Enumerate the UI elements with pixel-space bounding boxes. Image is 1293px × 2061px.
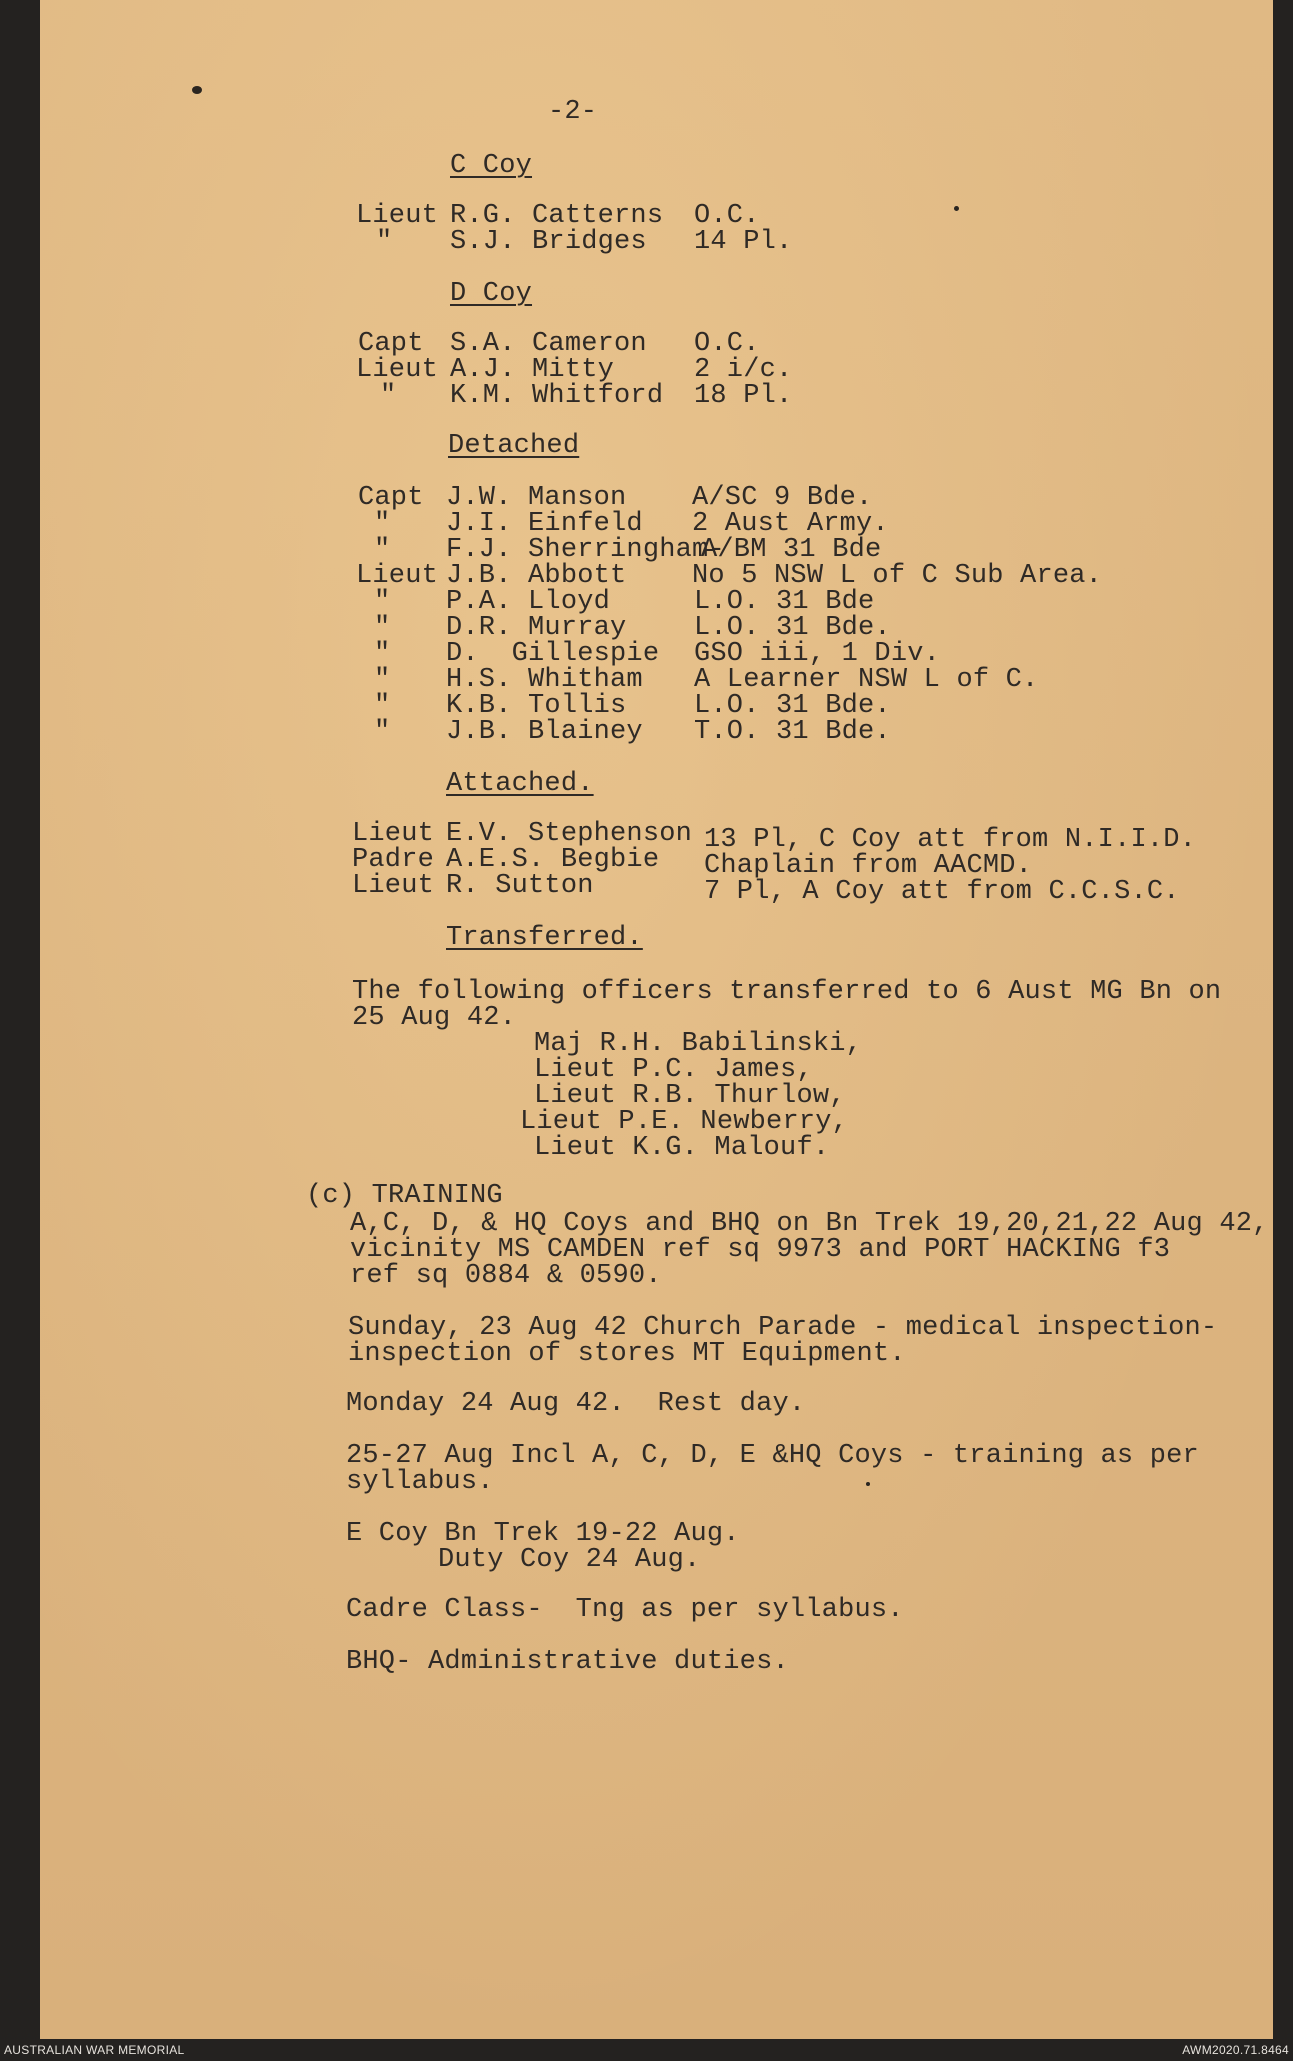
attached-role: 13 Pl, C Coy att from N.I.I.D. <box>704 825 1197 855</box>
detached-name: J.I. Einfeld <box>446 509 643 539</box>
detached-rank: " <box>374 535 391 565</box>
detached-name: D. Gillespie <box>446 639 660 669</box>
training-line: ref sq 0884 & 0590. <box>350 1261 662 1291</box>
detached-role: L.O. 31 Bde. <box>694 613 891 643</box>
detached-role: No 5 NSW L of C Sub Area. <box>692 561 1103 591</box>
training-line: Sunday, 23 Aug 42 Church Parade - medical inspection- <box>348 1313 1218 1343</box>
transferred-officer: Maj R.H. Babilinski, <box>534 1029 863 1059</box>
transferred-officer: Lieut K.G. Malouf. <box>534 1133 830 1163</box>
c-coy-name: S.J. Bridges <box>450 227 647 257</box>
c-coy-rank: " <box>376 227 393 257</box>
detached-role: L.O. 31 Bde <box>694 587 875 617</box>
ink-speck <box>954 206 959 211</box>
detached-role: T.O. 31 Bde. <box>694 717 891 747</box>
attached-role: 7 Pl, A Coy att from C.C.S.C. <box>704 877 1180 907</box>
training-line: inspection of stores MT Equipment. <box>348 1339 906 1369</box>
c-coy-role: 14 Pl. <box>694 227 793 257</box>
transferred-officer: Lieut P.C. James, <box>534 1055 813 1085</box>
detached-role: GSO iii, 1 Div. <box>694 639 941 669</box>
detached-rank: " <box>374 665 391 695</box>
training-line: Monday 24 Aug 42. Rest day. <box>346 1389 806 1419</box>
detached-name: J.B. Abbott <box>446 561 627 591</box>
training-line: syllabus. <box>346 1467 494 1497</box>
attached-rank: Lieut <box>352 819 435 849</box>
detached-rank: " <box>374 509 391 539</box>
d-coy-role: O.C. <box>694 329 760 359</box>
training-line: BHQ- Administrative duties. <box>346 1647 789 1677</box>
training-line: A,C, D, & HQ Coys and BHQ on Bn Trek 19,20,21,22 Aug 42, <box>350 1209 1269 1239</box>
attached-heading: Attached. <box>446 769 594 799</box>
training-heading: (c) TRAINING <box>306 1181 503 1211</box>
attached-rank: Lieut <box>352 871 435 901</box>
detached-name: H.S. Whitham <box>446 665 643 695</box>
transferred-intro-date: 25 Aug 42. <box>352 1003 517 1033</box>
training-line: Duty Coy 24 Aug. <box>438 1545 701 1575</box>
transferred-heading: Transferred. <box>446 923 643 953</box>
attached-rank: Padre <box>352 845 435 875</box>
c-coy-name: R.G. Catterns <box>450 201 664 231</box>
detached-name: F.J. Sherringham- <box>446 535 725 565</box>
d-coy-name: A.J. Mitty <box>450 355 615 385</box>
training-line: E Coy Bn Trek 19-22 Aug. <box>346 1519 740 1549</box>
d-coy-role: 2 i/c. <box>694 355 793 385</box>
d-coy-rank: Lieut <box>356 355 439 385</box>
c-coy-heading: C Coy <box>450 151 533 181</box>
ink-speck <box>192 86 202 94</box>
detached-name: K.B. Tollis <box>446 691 627 721</box>
d-coy-rank: Capt <box>358 329 424 359</box>
training-line: vicinity MS CAMDEN ref sq 9973 and PORT HACKING f3 <box>350 1235 1171 1265</box>
attached-role: Chaplain from AACMD. <box>704 851 1033 881</box>
c-coy-rank: Lieut <box>356 201 439 231</box>
detached-name: D.R. Murray <box>446 613 627 643</box>
detached-role: A/BM 31 Bde <box>701 535 882 565</box>
footer-archive-name: AUSTRALIAN WAR MEMORIAL <box>4 2043 185 2057</box>
d-coy-name: K.M. Whitford <box>450 381 664 411</box>
detached-rank: " <box>374 613 391 643</box>
detached-rank: " <box>374 691 391 721</box>
c-coy-role: O.C. <box>694 201 760 231</box>
training-line: Cadre Class- Tng as per syllabus. <box>346 1595 904 1625</box>
document-page <box>40 0 1273 2039</box>
footer-accession-number: AWM2020.71.8464 <box>1182 2043 1289 2057</box>
detached-role: A/SC 9 Bde. <box>692 483 873 513</box>
page-number: -2- <box>548 97 598 127</box>
transferred-intro: The following officers transferred to 6 Aust MG Bn on <box>352 977 1222 1007</box>
detached-rank: " <box>374 639 391 669</box>
detached-name: J.B. Blainey <box>446 717 643 747</box>
detached-name: P.A. Lloyd <box>446 587 611 617</box>
attached-name: E.V. Stephenson <box>446 819 693 849</box>
d-coy-role: 18 Pl. <box>694 381 793 411</box>
d-coy-name: S.A. Cameron <box>450 329 647 359</box>
d-coy-heading: D Coy <box>450 279 533 309</box>
attached-name: R. Sutton <box>446 871 594 901</box>
detached-role: L.O. 31 Bde. <box>694 691 891 721</box>
d-coy-rank: " <box>380 381 397 411</box>
ink-speck <box>866 1482 870 1486</box>
detached-role: 2 Aust Army. <box>692 509 889 539</box>
detached-rank: " <box>374 587 391 617</box>
detached-heading: Detached <box>448 431 580 461</box>
transferred-officer: Lieut P.E. Newberry, <box>520 1107 849 1137</box>
attached-name: A.E.S. Begbie <box>446 845 660 875</box>
training-line: 25-27 Aug Incl A, C, D, E &HQ Coys - training as per <box>346 1441 1199 1471</box>
detached-rank: " <box>374 717 391 747</box>
transferred-officer: Lieut R.B. Thurlow, <box>534 1081 846 1111</box>
detached-role: A Learner NSW L of C. <box>694 665 1039 695</box>
detached-rank: Lieut <box>356 561 439 591</box>
detached-name: J.W. Manson <box>446 483 627 513</box>
detached-rank: Capt <box>358 483 424 513</box>
